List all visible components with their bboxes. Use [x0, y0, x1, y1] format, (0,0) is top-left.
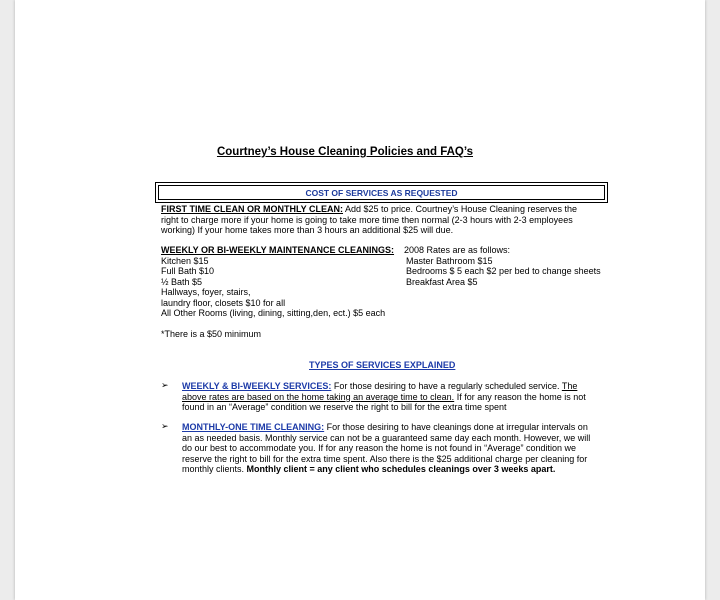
weekly-service-line2 [182, 392, 586, 403]
rate-item-left: Hallways, foyer, stairs, [161, 287, 251, 297]
rate-item-left: ½ Bath $5 [161, 276, 203, 287]
weekly-service-line2-underlined: above rates are based on the home taking an average time to clean. [182, 391, 455, 402]
rates-intro: 2008 Rates are as follows: [404, 245, 511, 255]
rate-item-right: Bedrooms $ 5 each $2 per bed to change sheets [406, 266, 601, 276]
monthly-client-definition: Monthly client = any client who schedules cleanings over 3 weeks apart. [246, 464, 556, 474]
monthly-service-line2: an as needed basis. Monthly service can not be a guaranteed same day each month. However, we will [182, 432, 591, 443]
monthly-service-line3: do our best to accommodate you. If for any reason the home is not found in “Average” condition we [182, 443, 577, 453]
rate-item-right: Breakfast Area $5 [406, 276, 478, 287]
first-time-line2: right to charge more if your home is going to take more time then normal (2-3 hours with 2-3 employees [161, 214, 573, 225]
weekly-service-line3: found in an “Average” condition we reserve the right to bill for the extra time spent [182, 402, 507, 412]
monthly-service-line1-text: For those desiring to have cleanings done at irregular intervals on [324, 422, 588, 432]
bullet-arrow-icon: ➢ [161, 380, 169, 390]
first-time-heading: FIRST TIME CLEAN OR MONTHLY CLEAN: [161, 204, 343, 214]
first-time-line1-text: Add $25 to price. Courtney’s House Cleaning reserves the [343, 204, 577, 214]
rate-item-left: All Other Rooms (living, dining, sitting,den, ect.) $5 each [161, 308, 386, 318]
rate-item-left: laundry floor, closets $10 for all [161, 297, 286, 308]
monthly-service-line5-text: monthly clients. [182, 464, 247, 474]
cost-box [155, 182, 608, 203]
first-time-line3: working) If your home takes more than 3 hours an additional $25 will due. [161, 225, 454, 235]
monthly-service-line4: reserve the right to bill for the extra time spent. Also there is the $25 additional charge per cleaning for [182, 453, 588, 464]
first-time-line1 [161, 204, 577, 215]
weekly-heading: WEEKLY OR BI-WEEKLY MAINTENANCE CLEANINGS: [161, 245, 395, 255]
weekly-service-line1 [182, 381, 577, 392]
rate-item-left: Kitchen $15 [161, 255, 209, 266]
weekly-service-heading: WEEKLY & BI-WEEKLY SERVICES: [182, 381, 332, 391]
weekly-service-line1-text: For those desiring to have a regularly scheduled service. [331, 381, 562, 391]
rate-item-right: Master Bathroom $15 [406, 255, 493, 266]
weekly-service-line2-text: If for any reason the home is not [454, 391, 586, 402]
weekly-service-line1-underlined: The [561, 381, 578, 391]
bullet-arrow-icon: ➢ [161, 421, 169, 431]
minimum-note: *There is a $50 minimum [161, 329, 262, 339]
monthly-service-line1 [182, 422, 588, 433]
cost-box-heading: COST OF SERVICES AS REQUESTED [158, 185, 605, 200]
rate-item-left: Full Bath $10 [161, 266, 215, 276]
document-page [15, 0, 705, 600]
monthly-service-line5 [182, 464, 555, 475]
monthly-service-heading: MONTHLY-ONE TIME CLEANING: [182, 422, 325, 432]
document-title: Courtney’s House Cleaning Policies and FAQ’s [216, 146, 474, 158]
types-heading: TYPES OF SERVICES EXPLAINED [309, 360, 456, 370]
